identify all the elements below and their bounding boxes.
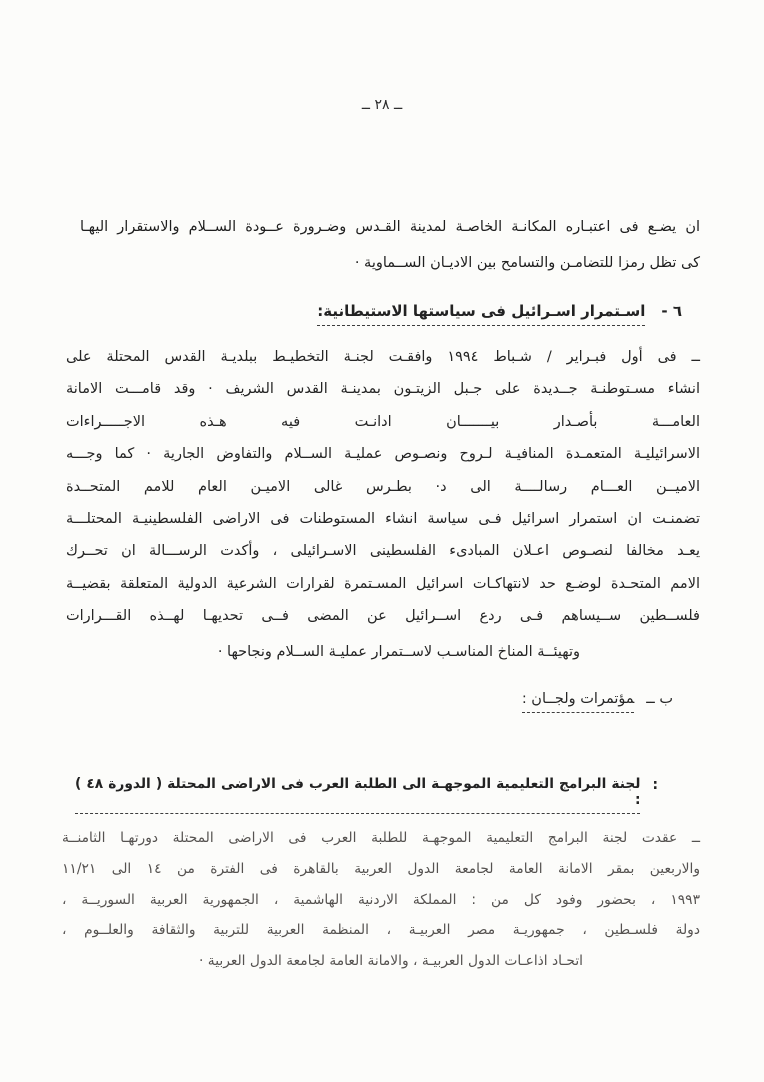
text-line: كى تظل رمزا للتضامـن والتسامح بين الاديـان الســماوية · [354, 255, 700, 271]
text-line: والاربعين بمقر الامانة العامة لجامعة الدول العربية بالقاهرة فى الفترة من ١٤ الى ١١/٢١ [62, 860, 700, 877]
heading-marker: : [652, 777, 658, 793]
text-line: وتهيئــة المناخ المناسـب لاســتمرار عمليـة الســلام ونجاحها · [217, 643, 580, 660]
text-line: ان يضـع فى اعتبـاره المكانـة الخاصـة لمدينة القـدس وضـرورة عــودة الســلام والاستقرار اليهـا [80, 219, 700, 235]
committee-heading [75, 776, 658, 814]
text-line: ١٩٩٣ ، بحضور وفود كل من : المملكة الاردنية الهاشمية ، الجمهورية العربية السوريــة ، [62, 891, 700, 908]
text-line: العامـــة بأصـدار بيـــــــان ادانـت فيه هـذه الاجـــــراءات [66, 413, 700, 430]
section-settlements-heading [317, 302, 682, 320]
text-line: الاسرائيليـة المتعمـدة المنافيـة لـروح ونصـوص عمليـة الســلام والتفاوض الجارية · كما وجـــه [66, 446, 700, 463]
section-conferences-heading [522, 691, 673, 707]
settlements-paragraph [66, 341, 700, 668]
section-title: اسـتمرار اسـرائيل فى سياستها الاستيطانية: [317, 302, 645, 326]
section-number: ٦ - [661, 302, 682, 320]
text-line: يعـد مخالفا لنصـوص اعـلان المبادىء الفلسطينى الاسـرائيلى ، وأكدت الرســـالة ان تحــرك [66, 543, 700, 560]
text-line: ــ عقدت لجنة البرامج التعليمية الموجهـة للطلبة العرب فى الاراضى المحتلة دورتهـا الثامنــة [62, 830, 700, 846]
text-line: الامم المتحـدة لوضـع حد لانتهاكـات اسرائيل المسـتمرة لقرارات الشرعية الدولية المتعلقة بقضيــة [66, 575, 700, 592]
text-line: فلســطين ســيساهم فـى ردع اســرائيل عن المضى فــى تحديهـا لهــذه القـــرارات [66, 608, 700, 625]
text-line: ــ فى أول فبـراير / شـباط ١٩٩٤ وافقـت لجنـة التخطيـط ببلديـة القدس المحتلة على [66, 349, 700, 365]
committee-paragraph [62, 823, 700, 977]
intro-paragraph [80, 209, 700, 281]
section-letter: ب ــ [646, 691, 673, 707]
heading-title: لجنة البرامج التعليمية الموجهـة الى الطلبة العرب فى الاراضى المحتلة ( الدورة ٤٨ ) : [75, 776, 640, 814]
text-line: تضمنـت ان استمرار اسرائيل فـى سياسة انشاء المستوطنات فى الاراضى الفلسطينيـة المحتلـــة [66, 511, 700, 528]
text-line: انشاء مسـتوطنـة جــديدة على جـبل الزيتـون بمدينـة القدس الشريف · وقد قامـــت الامانة [66, 381, 700, 398]
text-line: دولة فلسـطين ، جمهوريـة مصر العربيـة ، المنظمة العربية للتربية والثقافة والعلــوم ، [62, 922, 700, 939]
text-line: اتحـاد اذاعـات الدول العربيـة ، والامانة العامة لجامعة الدول العربية · [199, 953, 583, 970]
section-title: مؤتمرات ولجــان : [522, 691, 634, 713]
text-line: الاميــن العـــام رسالــــة الى د· بطـرس غالى الاميـن العام للامم المتحــدة [66, 478, 700, 495]
page-number: ــ ٢٨ ــ [361, 97, 403, 113]
